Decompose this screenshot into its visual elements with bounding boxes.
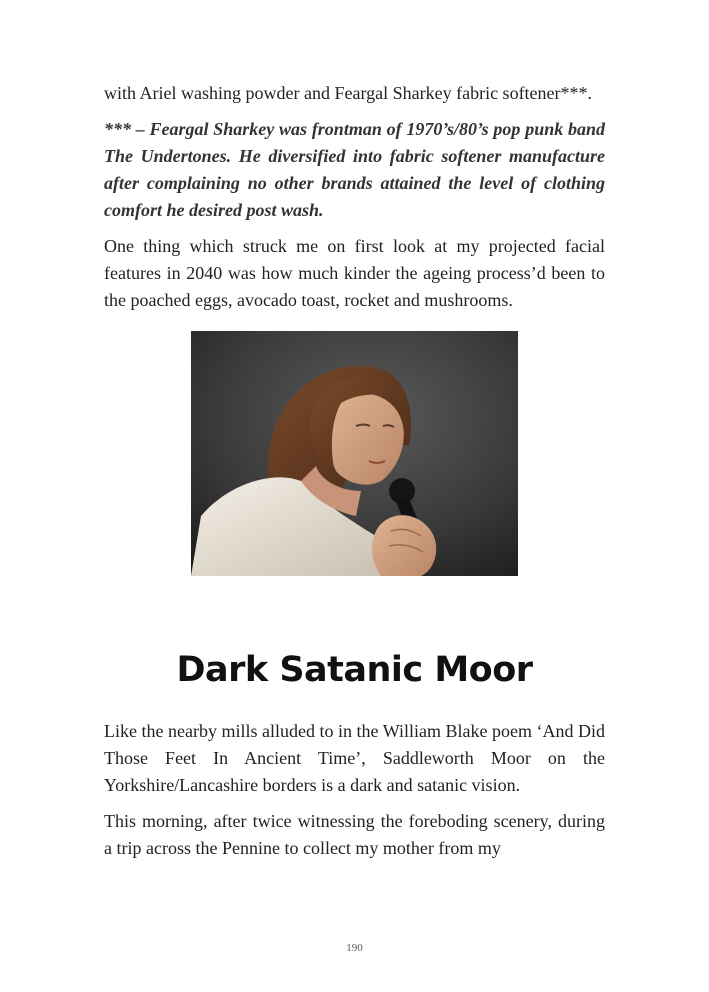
paragraph-saddleworth-moor: Like the nearby mills alluded to in the William Blake poem ‘And Did Those Feet In Ancient Time’, Saddleworth Moor on the Yorkshire/Lancashire borders is a dark and satanic vision. [104,721,605,795]
paragraph-projected-features: One thing which struck me on first look at my projected facial features in 2040 was how much kinder the ageing process’d been to the poached eggs, avocado toast, rocket and mushrooms. [104,236,605,310]
paragraph-this-morning: This morning, after twice witnessing the foreboding scenery, during a trip across the Pennine to collect my mother from my [104,811,605,858]
section-heading: Dark Satanic Moor [176,650,533,690]
footnote-paragraph: *** – Feargal Sharkey was frontman of 1970’s/80’s pop punk band The Undertones. He diversified into fabric softener manufacture after complaining no other brands attained the level of clothing comfort he desired post wash. [104,119,605,220]
page-number: 190 [346,942,363,954]
page-body [104,80,605,862]
singer-photo [191,331,518,576]
paragraph-intro: with Ariel washing powder and Feargal Sharkey fabric softener***. [104,83,593,103]
